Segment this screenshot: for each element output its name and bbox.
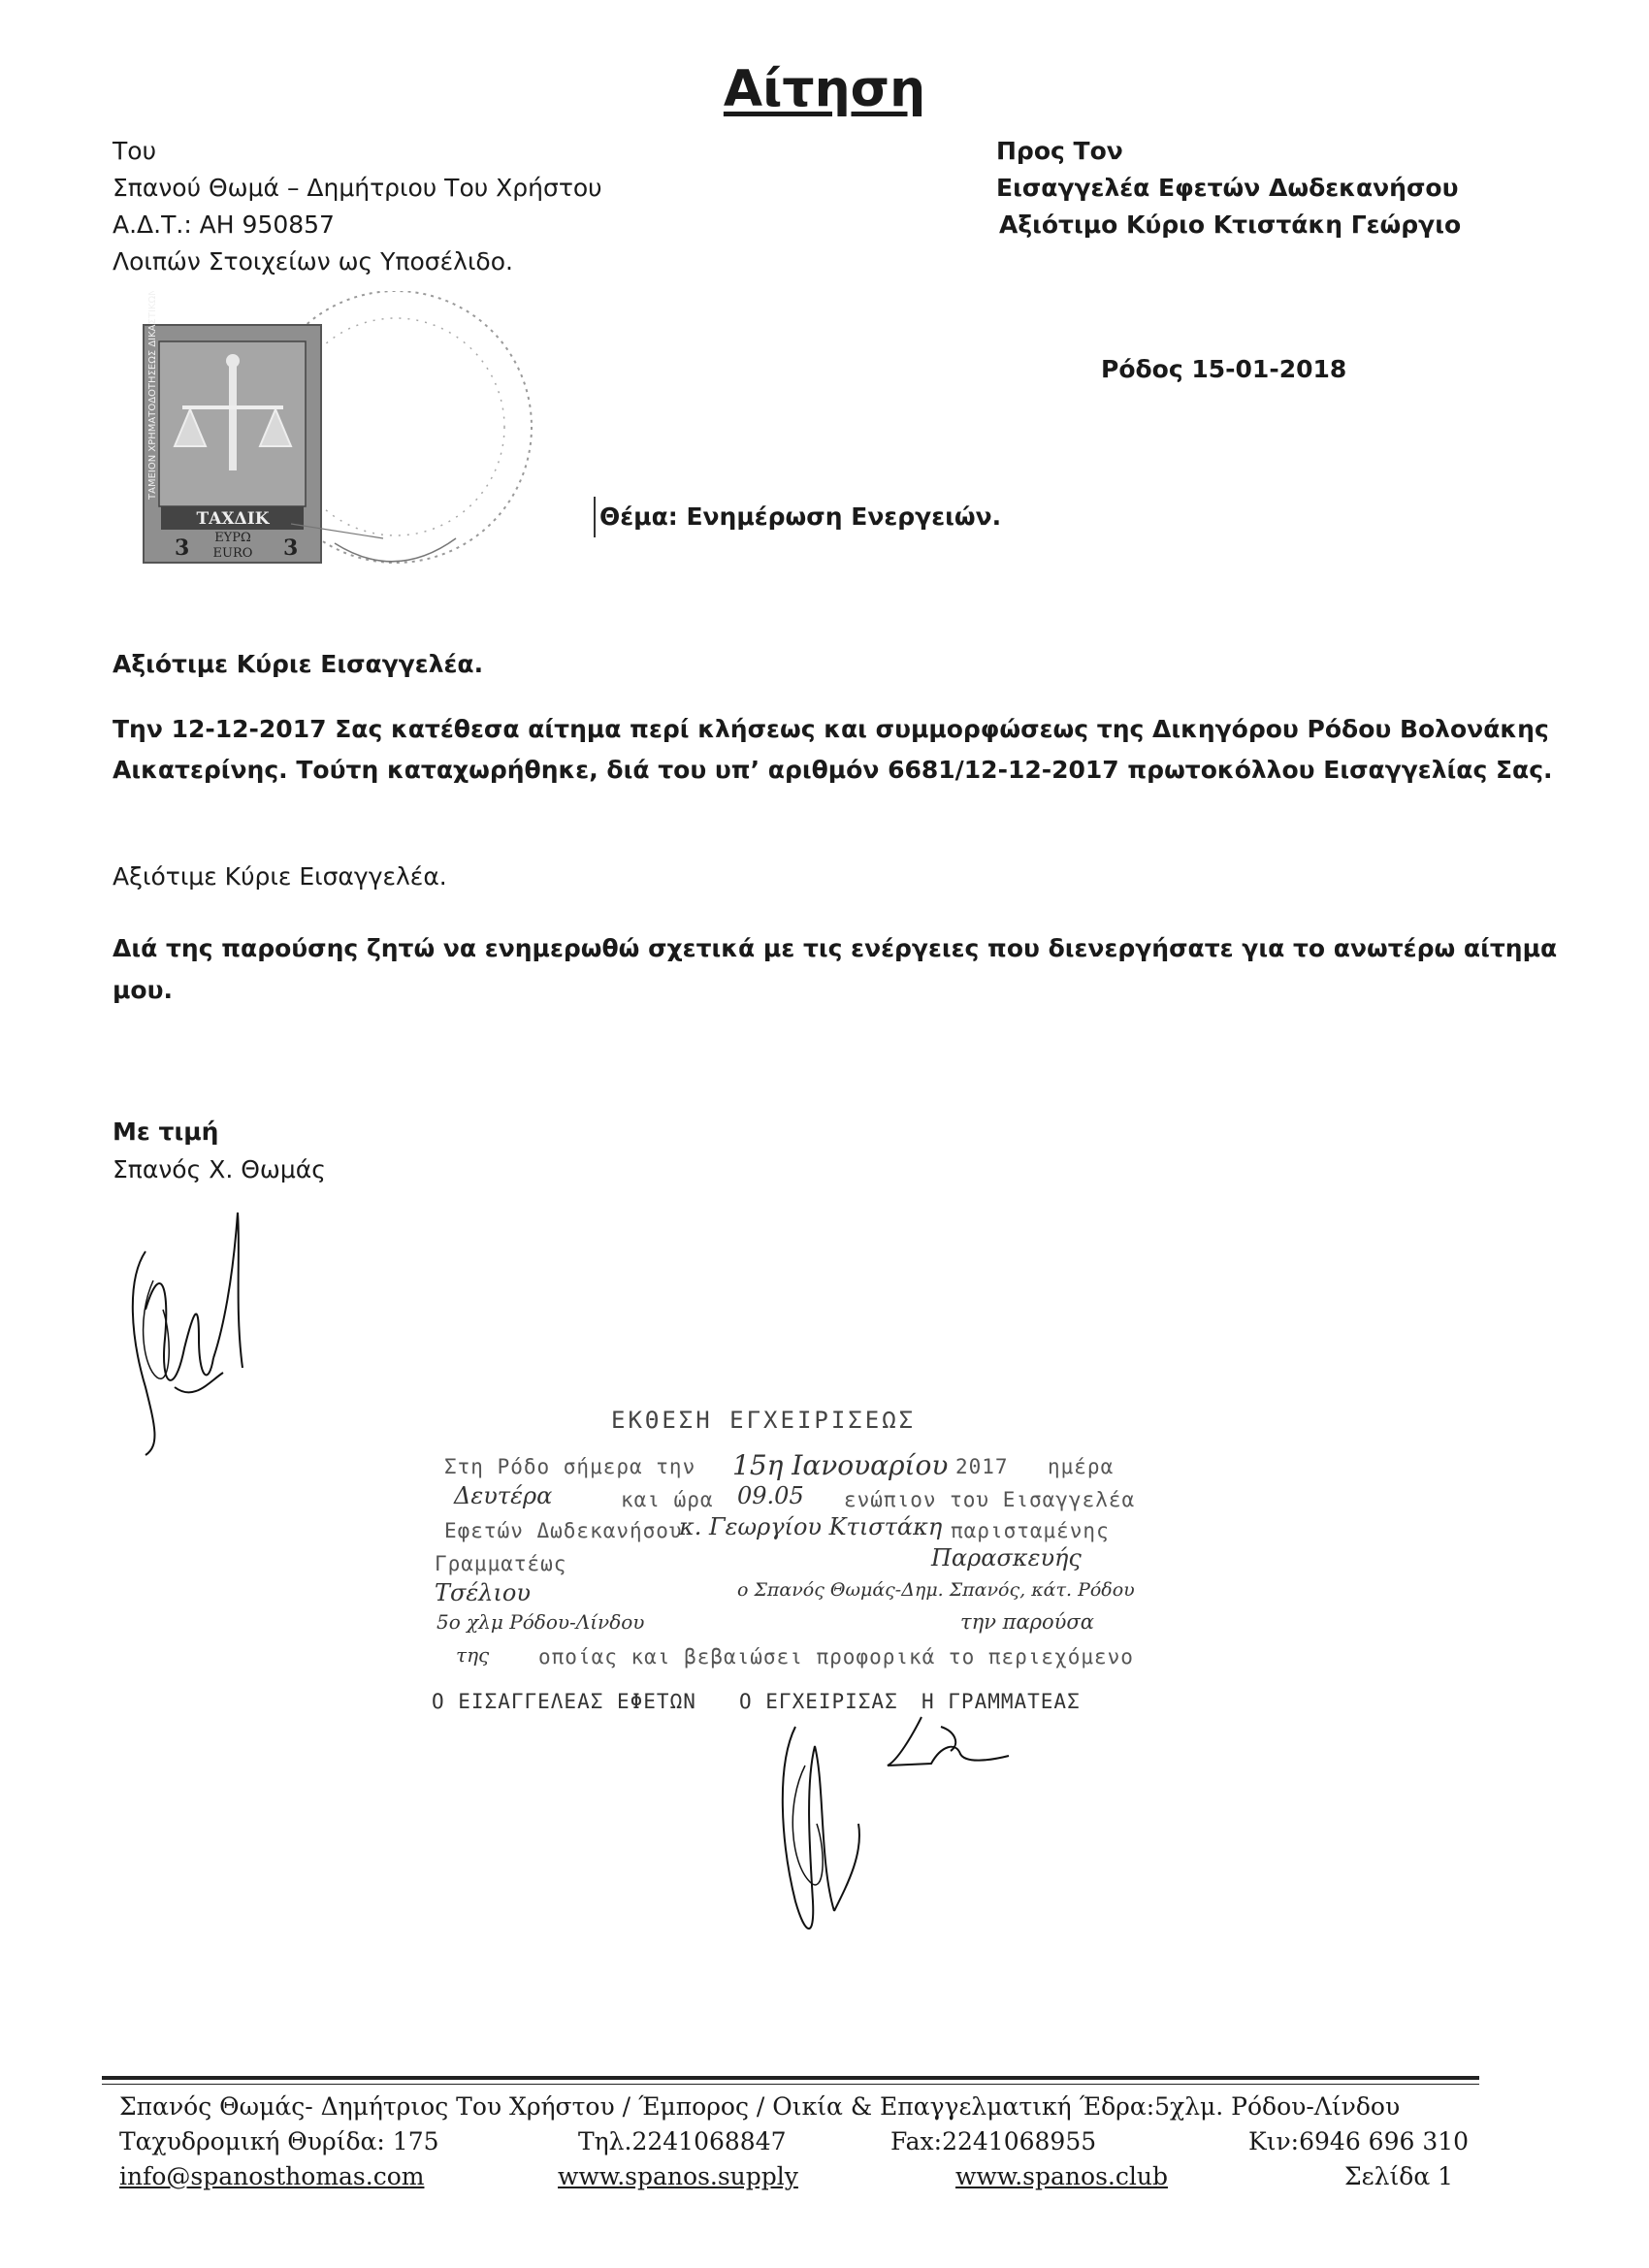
stamp-value-left: 3 [175, 535, 190, 561]
report-sig-prosecutor: Ο ΕΙΣΑΓΓΕΛΕΑΣ ΕΦΕΤΩΝ [432, 1690, 696, 1713]
report-row1-suffix: ημέρα [1048, 1455, 1115, 1478]
greeting-1: Αξιότιμε Κύριε Εισαγγελέα. [113, 650, 484, 678]
report-row3-printed: Εφετών Δωδεκανήσου [444, 1519, 683, 1542]
stamp-currency-en: EURO [212, 546, 253, 561]
paragraph-1-line-1: Την 12-12-2017 Σας κατέθεσα αίτημα περί κλήσεως και συμμορφώσεως της Δικηγόρου Ρόδου Βολονάκης [113, 715, 1549, 743]
sender-line-1: Του [113, 137, 157, 165]
stamp-sword [229, 364, 237, 470]
document-title: Αίτηση [723, 60, 926, 118]
stamp-banner-text: ΤΑΧΔΙΚ [196, 509, 270, 529]
closing-signatory-name: Σπανός Χ. Θωμάς [113, 1155, 326, 1183]
report-row2-day: Δευτέρα [454, 1482, 553, 1509]
report-row2-time: 09.05 [737, 1482, 804, 1509]
report-row4-printed: Γραμματέως [435, 1552, 567, 1575]
report-row1-date: 15η Ιανουαρίου [732, 1449, 949, 1481]
greeting-2: Αξιότιμε Κύριε Εισαγγελέα. [113, 862, 447, 891]
paragraph-2-line-1: Διά της παρούσης ζητώ να ενημερωθώ σχετικά με τις ενέργειες που διενεργήσατε για το ανωτέρω αίτημα [113, 934, 1558, 962]
postmark-arc [335, 538, 456, 562]
date-line: Ρόδος 15-01-2018 [1101, 355, 1347, 383]
subject-marker [594, 497, 596, 537]
report-row2-printed: και ώρα [621, 1488, 714, 1511]
footer-email-link[interactable]: info@spanosthomas.com [119, 2162, 425, 2190]
report-row3-suffix: παρισταμένης [951, 1519, 1110, 1542]
sender-name: Σπανού Θωμά – Δημήτριου Του Χρήστου [113, 174, 602, 202]
footer-po-box: Ταχυδρομική Θυρίδα: 175 [119, 2127, 439, 2155]
report-row3-name: κ. Γεωργίου Κτιστάκη [679, 1513, 943, 1540]
report-row7-printed: οποίας και βεβαιώσει προφορικά το περιεχόμενο [538, 1645, 1134, 1669]
report-row5-surname: Τσέλιου [435, 1579, 531, 1606]
footer-fax: Fax:2241068955 [890, 2127, 1097, 2155]
paragraph-2-line-2: μου. [113, 976, 173, 1004]
sender-id: Α.Δ.Τ.: ΑΗ 950857 [113, 211, 335, 239]
secretary-signature [883, 1707, 1018, 1785]
footer-mobile: Κιν:6946 696 310 [1248, 2127, 1470, 2155]
report-row5-submitter: ο Σπανός Θωμάς-Δημ. Σπανός, κάτ. Ρόδου [737, 1579, 1135, 1601]
footer-divider-thin [102, 2084, 1479, 2085]
report-heading: ΕΚΘΕΣΗ ΕΓΧΕΙΡΙΣΕΩΣ [611, 1407, 917, 1434]
recipient-name: Αξιότιμο Κύριο Κτιστάκη Γεώργιο [999, 211, 1462, 239]
report-row2-suffix: ενώπιον του Εισαγγελέα [844, 1488, 1136, 1511]
closing-line-1: Με τιμή [113, 1118, 219, 1146]
signature-graphic [116, 1193, 272, 1465]
report-row6-address: 5ο χλμ Ρόδου-Λίνδου [436, 1610, 645, 1634]
report-sig-submitter: Ο ΕΓΧΕΙΡΙΣΑΣ [739, 1690, 898, 1713]
footer-page-number: Σελίδα 1 [1344, 2162, 1454, 2190]
report-row6-document: την παρούσα [960, 1610, 1094, 1634]
footer-website-club-link[interactable]: www.spanos.club [955, 2162, 1168, 2190]
footer-business-line: Σπανός Θωμάς- Δημήτριος Του Χρήστου / Έμπορος / Οικία & Επαγγελματική Έδρα:5χλμ. Ρόδου-Λίνδου [119, 2092, 1401, 2121]
stamp-currency-gr: ΕΥΡΩ [214, 531, 251, 545]
sender-other-details: Λοιπών Στοιχείων ως Υποσέλιδο. [113, 247, 513, 275]
recipient-office: Εισαγγελέα Εφετών Δωδεκανήσου [996, 174, 1459, 202]
report-row4-name: Παρασκευής [931, 1544, 1082, 1571]
stamp-graphic [136, 291, 553, 601]
report-row1-year: 2017 [955, 1455, 1009, 1478]
stamp-ring-text: ΤΑΜΕΙΟΝ ΧΡΗΜΑΤΟΔΟΤΗΣΕΩΣ ΔΙΚΑΣΤΙΚΩΝ ΚΤΗΡΙΩΝ [147, 291, 158, 500]
report-sig-secretary: Η ΓΡΑΜΜΑΤΕΑΣ [922, 1690, 1081, 1713]
footer-website-supply-link[interactable]: www.spanos.supply [558, 2162, 798, 2190]
report-row7-hand: της [456, 1643, 490, 1667]
report-row1-printed: Στη Ρόδο σήμερα την [444, 1455, 696, 1478]
footer-phone: Τηλ.2241068847 [578, 2127, 787, 2155]
recipient-line-1: Προς Τον [996, 137, 1123, 165]
sender-signature [116, 1193, 272, 1465]
stamp-value-right: 3 [283, 535, 299, 561]
paragraph-1-line-2: Αικατερίνης. Τούτη καταχωρήθηκε, διά του υπ’ αριθμόν 6681/12-12-2017 πρωτοκόλλου Εισαγγελίας Σας. [113, 756, 1553, 784]
subject-line: Θέμα: Ενημέρωση Ενεργειών. [599, 502, 1002, 531]
revenue-stamp [136, 291, 553, 601]
footer-divider-thick [102, 2076, 1479, 2080]
submitter-signature [757, 1707, 892, 1950]
